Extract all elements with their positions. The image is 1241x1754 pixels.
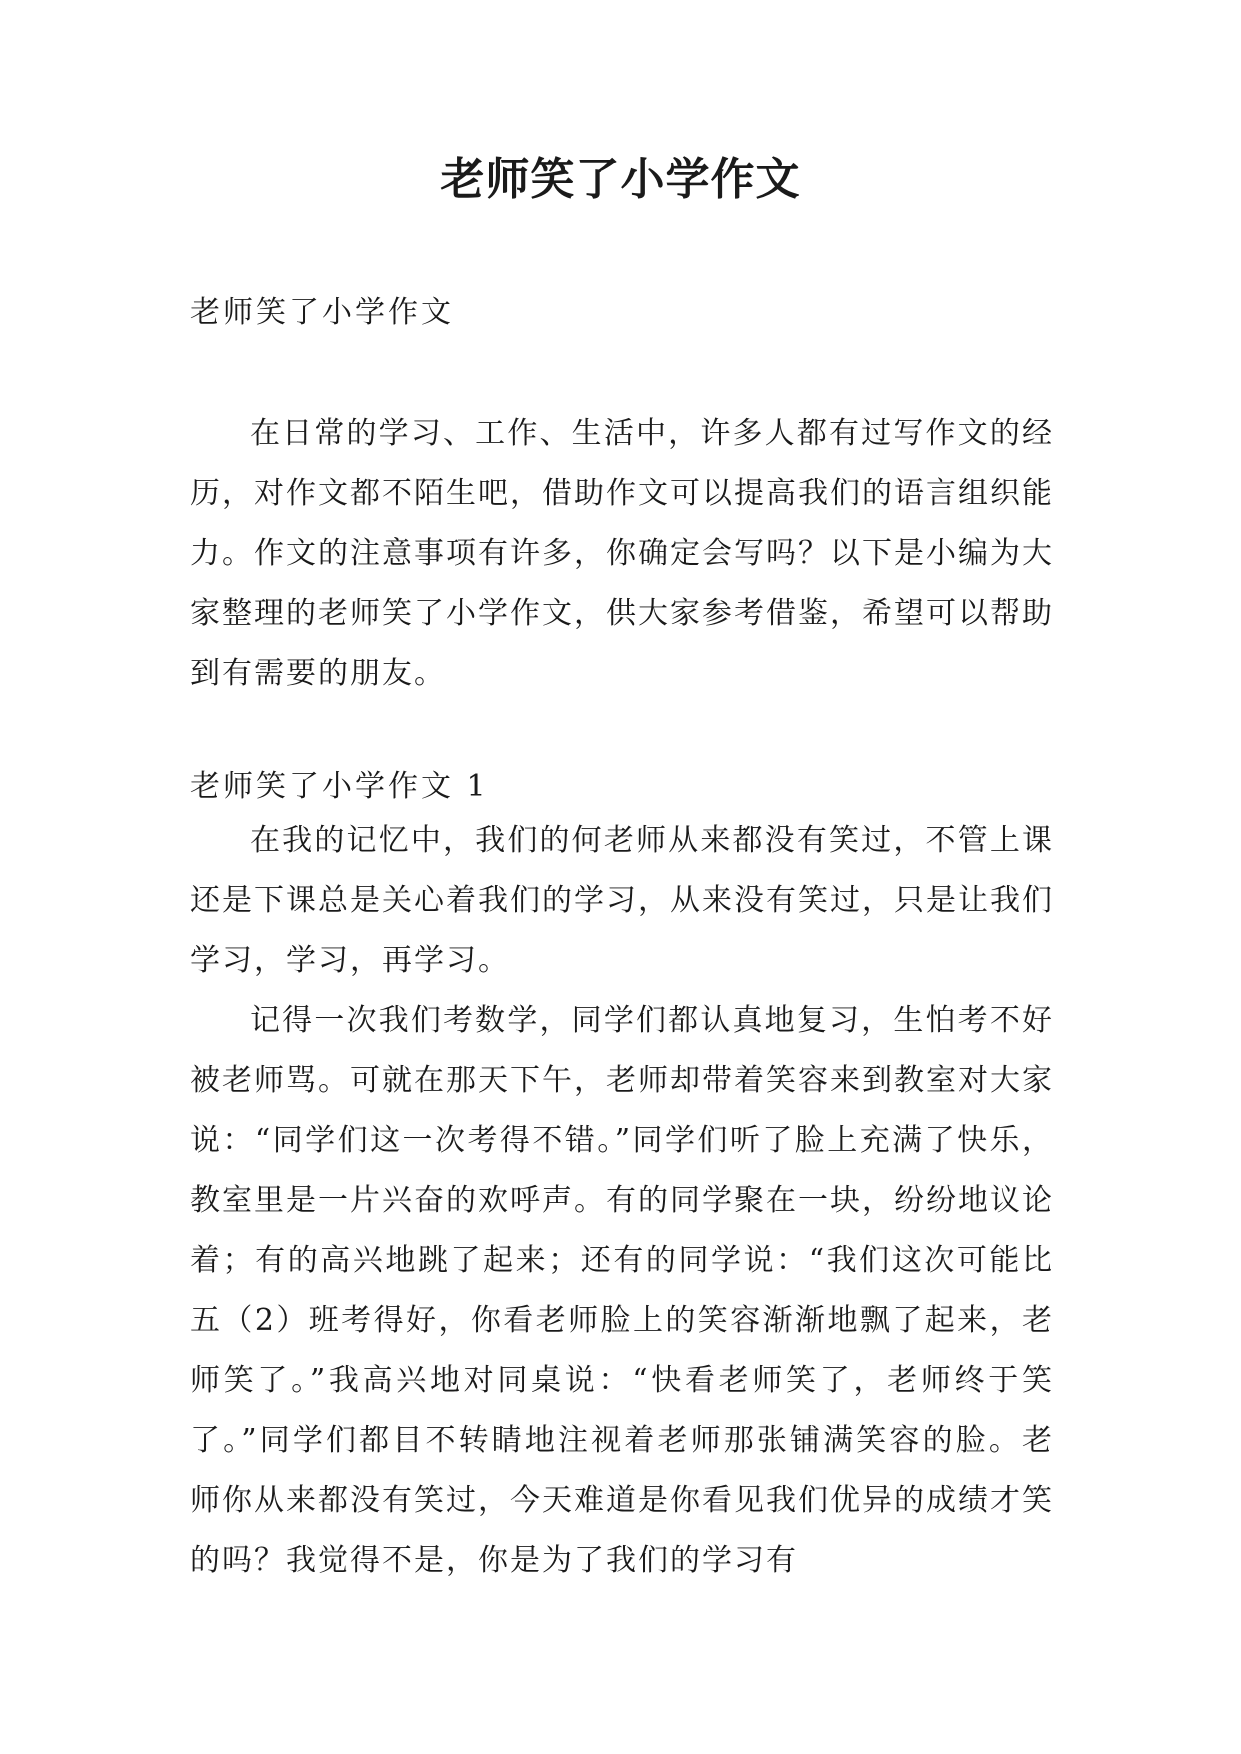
section-paragraph-1: 在我的记忆中，我们的何老师从来都没有笑过，不管上课还是下课总是关心着我们的学习，从来没有笑过，只是让我们学习，学习，再学习。 <box>190 823 1054 978</box>
section-body <box>190 811 1054 1591</box>
document-title: 老师笑了小学作文 <box>440 154 801 205</box>
intro-paragraph: 在日常的学习、工作、生活中，许多人都有过写作文的经历，对作文都不陌生吧，借助作文可以提高我们的语言组织能力。作文的注意事项有许多，你确定会写吗？以下是小编为大家整理的老师笑了小学作文，供大家参考借鉴，希望可以帮助到有需要的朋友。 <box>190 416 1054 691</box>
document-subtitle: 老师笑了小学作文 <box>190 295 454 330</box>
section-paragraph-2: 记得一次我们考数学，同学们都认真地复习，生怕考不好被老师骂。可就在那天下午，老师却带着笑容来到教室对大家说：“同学们这一次考得不错。”同学们听了脸上充满了快乐，教室里是一片兴奋的欢呼声。有的同学聚在一块，纷纷地议论着；有的高兴地跳了起来；还有的同学说：“我们这次可能比五（2）班考得好，你看老师脸上的笑容渐渐地飘了起来，老师笑了。”我高兴地对同桌说：“快看老师笑了，老师终于笑了。”同学们都目不转睛地注视着老师那张铺满笑容的脸。老师你从来都没有笑过，今天难道是你看见我们优异的成绩才笑的吗？我觉得不是，你是为了我们的学习有 <box>190 1003 1054 1578</box>
intro-block <box>190 404 1054 704</box>
section-heading: 老师笑了小学作文 1 <box>190 769 489 804</box>
